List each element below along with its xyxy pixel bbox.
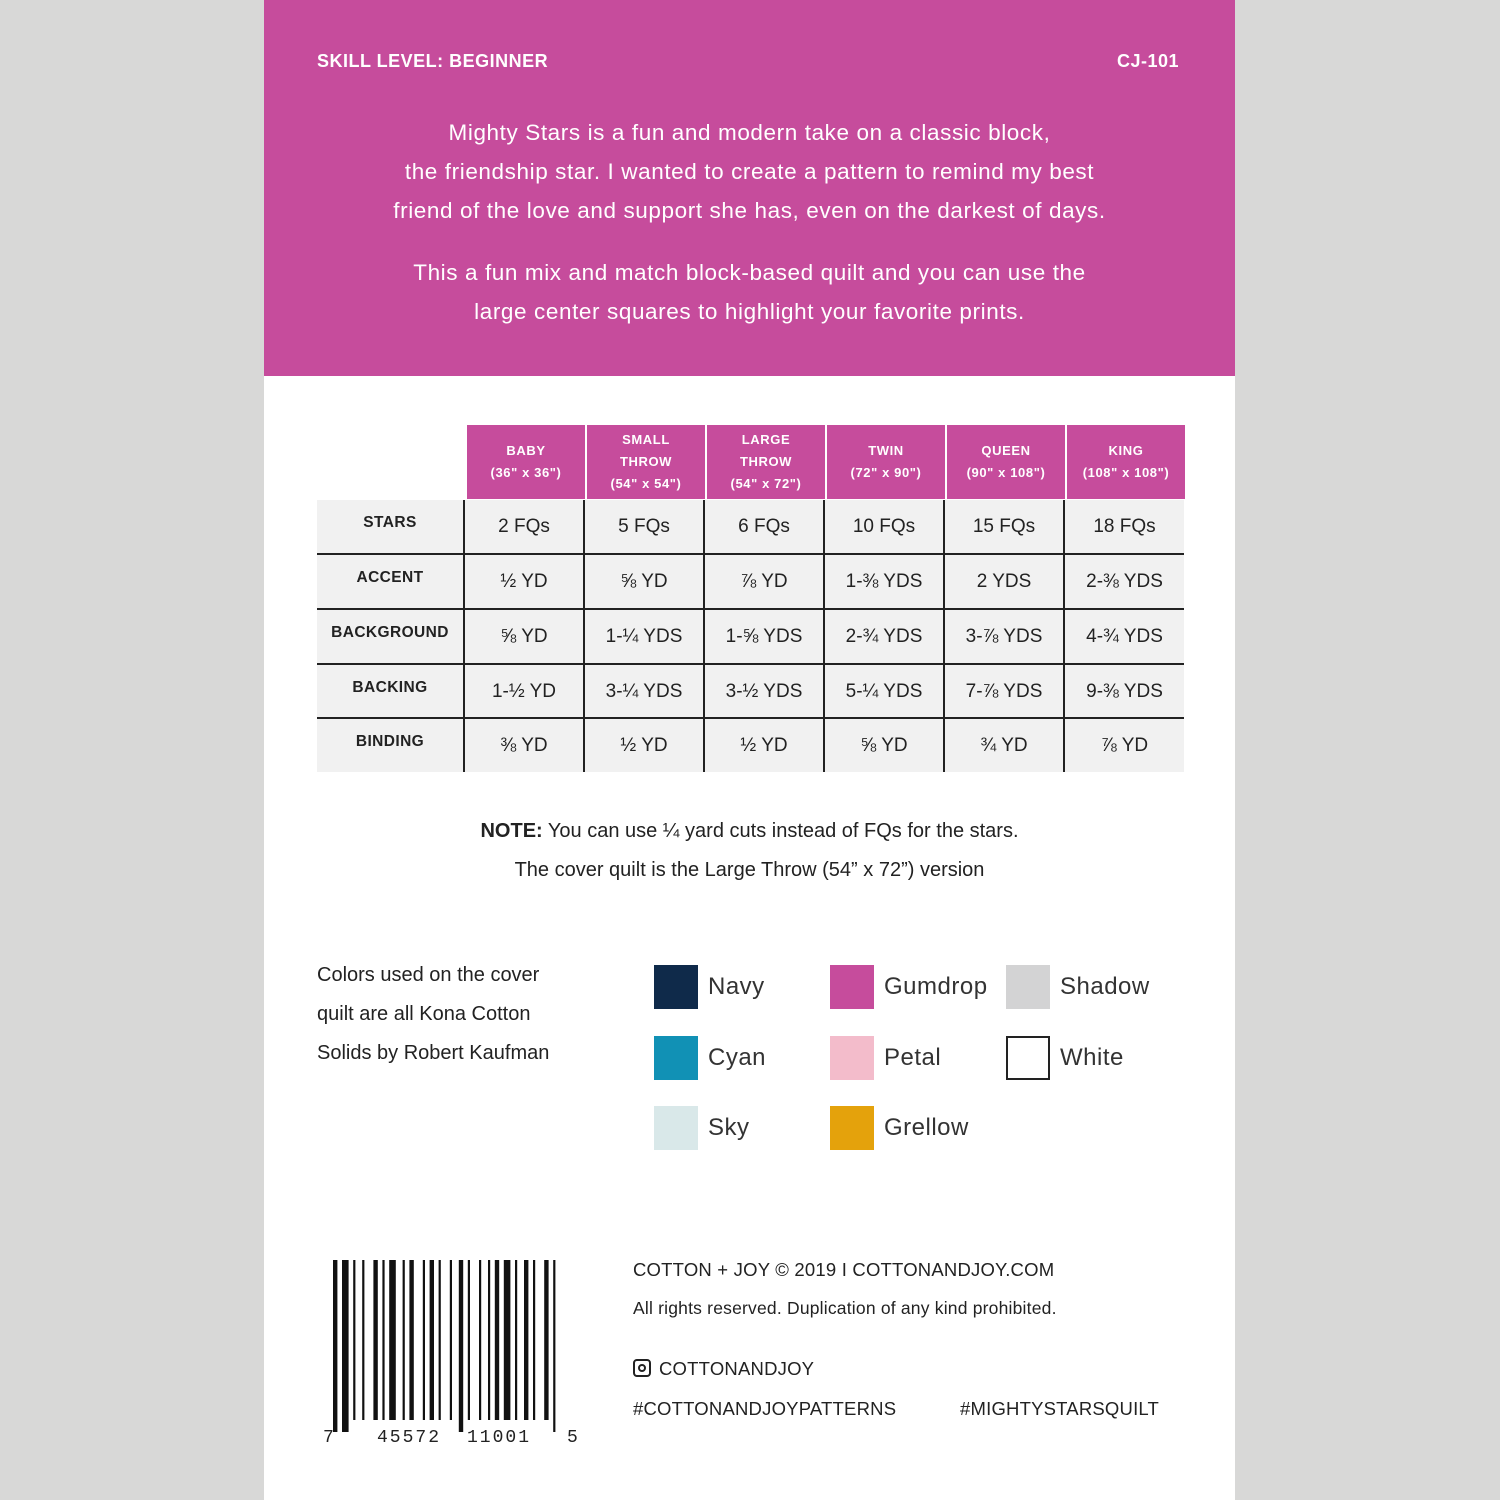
barcode-bar [504, 1260, 511, 1420]
hashtag-brand: #COTTONANDJOYPATTERNS [633, 1398, 897, 1419]
intro-line: This a fun mix and match block-based quilt and you can use the [413, 260, 1086, 285]
intro-line: friend of the love and support she has, even on the darkest of days. [393, 198, 1106, 223]
color-swatch-cyan [654, 1035, 766, 1081]
swatch-label: Gumdrop [884, 973, 988, 1000]
table-cell: 3-⅞ YDS [945, 610, 1065, 663]
color-swatch-gumdrop [830, 964, 988, 1010]
table-cell: 18 FQs [1065, 500, 1184, 553]
barcode-bar [515, 1260, 517, 1420]
barcode-bar [450, 1260, 452, 1420]
barcode-bar [488, 1260, 490, 1420]
barcode-bar [459, 1260, 463, 1432]
table-cell: ¾ YD [945, 719, 1065, 772]
table-cell: ⅝ YD [465, 610, 585, 663]
table-cell: 2-¾ YDS [825, 610, 945, 663]
swatch-chip [654, 1106, 698, 1150]
barcode-bar [533, 1260, 535, 1420]
barcode-bar [479, 1260, 481, 1420]
note-line-2: The cover quilt is the Large Throw (54” x 72”) version [514, 859, 985, 881]
column-header-twin: TWIN (72" x 90") [827, 425, 947, 499]
column-header-king: KING (108" x 108") [1067, 425, 1185, 499]
rights-line: All rights reserved. Duplication of any kind prohibited. [633, 1298, 1057, 1318]
pattern-code: CJ-101 [1116, 51, 1179, 71]
table-cell: 1-⅝ YDS [705, 610, 825, 663]
swatch-label: Petal [884, 1044, 942, 1071]
table-cell: ⅞ YD [705, 555, 825, 608]
table-cell: ½ YD [585, 719, 705, 772]
column-header-queen: QUEEN (90" x 108") [947, 425, 1067, 499]
row-label: ACCENT [317, 555, 465, 608]
barcode-bar [403, 1260, 405, 1420]
table-row-backing [317, 665, 1184, 718]
color-swatch-white [1006, 1035, 1124, 1081]
swatch-chip [830, 1036, 874, 1080]
table-cell: 3-¼ YDS [585, 665, 705, 718]
row-label: BACKING [317, 665, 465, 718]
barcode-bar [544, 1260, 548, 1420]
barcode-bar [353, 1260, 355, 1420]
instagram-icon [633, 1359, 651, 1377]
barcode-bar [495, 1260, 499, 1420]
table-cell: 7-⅞ YDS [945, 665, 1065, 718]
table-cell: ½ YD [705, 719, 825, 772]
skill-level: SKILL LEVEL: BEGINNER [317, 51, 549, 71]
barcode-bar [423, 1260, 425, 1420]
swatch-chip [1006, 965, 1050, 1009]
swatch-chip [654, 1036, 698, 1080]
table-row-accent [317, 555, 1184, 608]
swatch-label: Cyan [708, 1044, 767, 1071]
barcode-bar [430, 1260, 434, 1420]
swatch-label: Sky [708, 1114, 750, 1141]
table-header-row [467, 425, 1185, 499]
table-cell: ⅝ YD [585, 555, 705, 608]
swatch-chip [830, 965, 874, 1009]
note-text: You can use ¼ yard cuts instead of FQs for the stars. [542, 820, 1019, 842]
table-cell: 5-¼ YDS [825, 665, 945, 718]
barcode-bar [553, 1260, 555, 1432]
instagram-handle[interactable] [633, 1358, 814, 1380]
table-cell: 4-¾ YDS [1065, 610, 1184, 663]
colors-description-line: Solids by Robert Kaufman [317, 1042, 550, 1064]
table-cell: 3-½ YDS [705, 665, 825, 718]
pattern-back-cover [264, 0, 1235, 1500]
swatch-label: Navy [708, 973, 765, 1000]
barcode-bar [362, 1260, 364, 1420]
color-swatch-grellow [830, 1105, 969, 1151]
swatch-label: Shadow [1060, 973, 1150, 1000]
barcode-digit: 7 [323, 1428, 334, 1448]
table-cell: ⅝ YD [825, 719, 945, 772]
table-cell: 9-⅜ YDS [1065, 665, 1184, 718]
note-line-1 [264, 820, 1235, 843]
color-swatch-petal [830, 1035, 941, 1081]
swatch-label: White [1060, 1044, 1124, 1071]
copyright-line: COTTON + JOY © 2019 I COTTONANDJOY.COM [633, 1259, 1055, 1280]
row-label: BACKGROUND [317, 610, 465, 663]
table-cell: 10 FQs [825, 500, 945, 553]
intro-paragraph-1 [264, 113, 1235, 230]
table-cell: ⅜ YD [465, 719, 585, 772]
table-row-stars [317, 500, 1184, 553]
table-cell: 15 FQs [945, 500, 1065, 553]
color-swatch-shadow [1006, 964, 1150, 1010]
table-cell: 5 FQs [585, 500, 705, 553]
column-header-small-throw: SMALL THROW (54" x 54") [587, 425, 707, 499]
table-row-background [317, 610, 1184, 663]
barcode-bar [409, 1260, 413, 1420]
table-cell: ½ YD [465, 555, 585, 608]
colors-description-line: quilt are all Kona Cotton [317, 1003, 531, 1025]
color-swatch-sky [654, 1105, 750, 1151]
header-banner [264, 0, 1235, 376]
table-cell: 6 FQs [705, 500, 825, 553]
row-label: STARS [317, 500, 465, 553]
table-cell: ⅞ YD [1065, 719, 1184, 772]
column-header-baby: BABY (36" x 36") [467, 425, 587, 499]
barcode-bars [333, 1260, 555, 1432]
barcode-bar [389, 1260, 396, 1420]
swatch-chip [1006, 1036, 1050, 1080]
instagram-label: COTTONANDJOY [659, 1358, 815, 1379]
table-cell: 2 YDS [945, 555, 1065, 608]
hashtag-quilt: #MIGHTYSTARSQUILT [960, 1398, 1160, 1419]
swatch-chip [830, 1106, 874, 1150]
color-swatch-navy [654, 964, 765, 1010]
barcode-digit: 5 [567, 1428, 578, 1448]
barcode-digit: 45572 [377, 1428, 442, 1448]
intro-line: large center squares to highlight your favorite prints. [474, 299, 1025, 324]
intro-paragraph-2 [264, 253, 1235, 331]
table-cell: 2 FQs [465, 500, 585, 553]
table-cell: 1-½ YD [465, 665, 585, 718]
colors-description [317, 956, 597, 1073]
swatch-chip [654, 965, 698, 1009]
colors-description-line: Colors used on the cover [317, 964, 540, 986]
note-label: NOTE: [480, 820, 543, 842]
intro-line: the friendship star. I wanted to create a pattern to remind my best [404, 159, 1095, 184]
barcode-bar [333, 1260, 337, 1432]
barcode-bar [373, 1260, 377, 1420]
swatch-label: Grellow [884, 1114, 969, 1141]
column-header-large-throw: LARGE THROW (54" x 72") [707, 425, 827, 499]
barcode-bar [342, 1260, 349, 1432]
table-row-binding [317, 719, 1184, 772]
table-cell: 1-⅜ YDS [825, 555, 945, 608]
barcode-bar [468, 1260, 470, 1420]
table-cell: 1-¼ YDS [585, 610, 705, 663]
row-label: BINDING [317, 719, 465, 772]
barcode [319, 1258, 584, 1448]
barcode-bar [382, 1260, 384, 1420]
barcode-bar [524, 1260, 528, 1420]
barcode-bar [439, 1260, 441, 1420]
table-cell: 2-⅜ YDS [1065, 555, 1184, 608]
barcode-digit: 11001 [467, 1428, 532, 1448]
intro-line: Mighty Stars is a fun and modern take on a classic block, [448, 120, 1051, 145]
